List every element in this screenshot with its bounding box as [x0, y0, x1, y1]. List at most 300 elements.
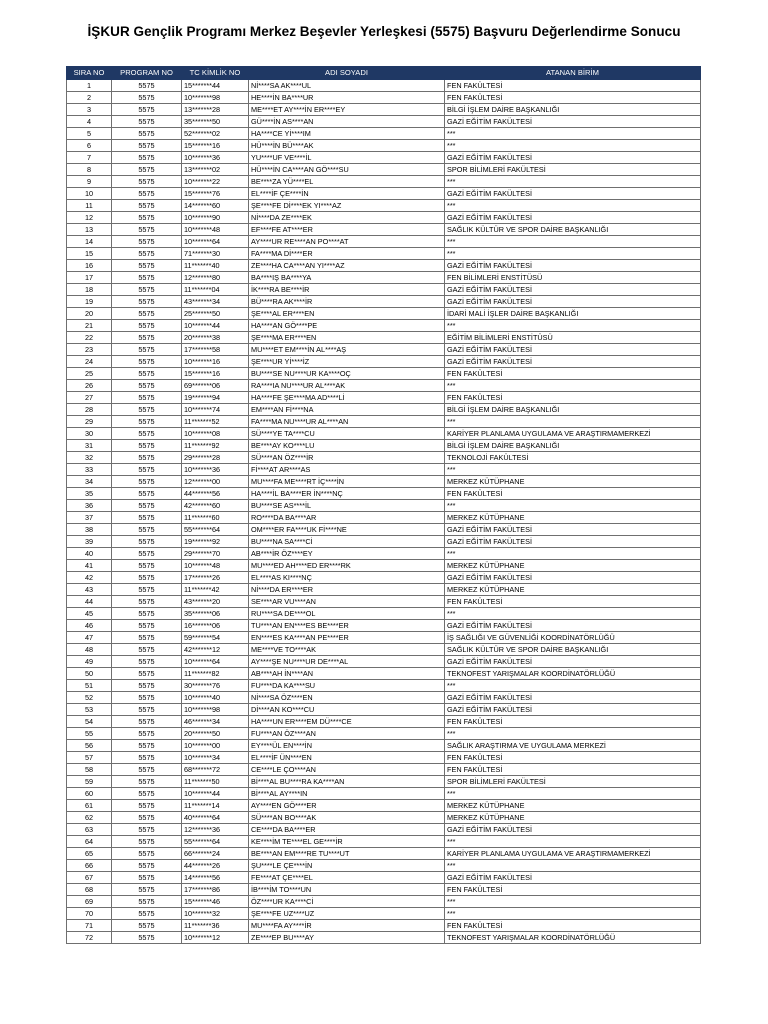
adi-soyadi-cell: TU****AN EN****ES BE****ER — [249, 620, 445, 632]
tc-kimlik-no-cell: 16*******06 — [182, 620, 249, 632]
tc-kimlik-no-cell: 15*******16 — [182, 140, 249, 152]
sira-no-cell: 28 — [67, 404, 112, 416]
adi-soyadi-cell: FE****AT ÇE****EL — [249, 872, 445, 884]
program-no-cell: 5575 — [112, 464, 182, 476]
program-no-cell: 5575 — [112, 548, 182, 560]
tc-kimlik-no-cell: 11*******60 — [182, 512, 249, 524]
table-row — [67, 248, 701, 260]
sira-no-cell: 44 — [67, 596, 112, 608]
tc-kimlik-no-cell: 46*******34 — [182, 716, 249, 728]
adi-soyadi-cell: HA****UN ER****EM DÜ****CE — [249, 716, 445, 728]
program-no-cell: 5575 — [112, 428, 182, 440]
tc-kimlik-no-cell: 10*******36 — [182, 152, 249, 164]
atanan-birim-cell: *** — [445, 680, 701, 692]
table-row — [67, 440, 701, 452]
tc-kimlik-no-cell: 17*******86 — [182, 884, 249, 896]
program-no-cell: 5575 — [112, 872, 182, 884]
sira-no-cell: 14 — [67, 236, 112, 248]
adi-soyadi-cell: RA****IA NU****UR AL****AK — [249, 380, 445, 392]
atanan-birim-cell: SPOR BİLİMLERİ FAKÜLTESİ — [445, 776, 701, 788]
program-no-cell: 5575 — [112, 116, 182, 128]
adi-soyadi-cell: MU****FA ME****RT İÇ****İN — [249, 476, 445, 488]
program-no-cell: 5575 — [112, 824, 182, 836]
sira-no-cell: 27 — [67, 392, 112, 404]
table-row — [67, 716, 701, 728]
table-row — [67, 632, 701, 644]
tc-kimlik-no-cell: 44*******56 — [182, 488, 249, 500]
sira-no-cell: 13 — [67, 224, 112, 236]
tc-kimlik-no-cell: 10*******48 — [182, 224, 249, 236]
adi-soyadi-cell: İK****RA BE****İR — [249, 284, 445, 296]
table-row — [67, 932, 701, 944]
atanan-birim-cell: GAZİ EĞİTİM FAKÜLTESİ — [445, 824, 701, 836]
tc-kimlik-no-cell: 55*******64 — [182, 836, 249, 848]
sira-no-cell: 50 — [67, 668, 112, 680]
tc-kimlik-no-cell: 10*******44 — [182, 320, 249, 332]
sira-no-cell: 68 — [67, 884, 112, 896]
table-row — [67, 680, 701, 692]
atanan-birim-cell: FEN FAKÜLTESİ — [445, 884, 701, 896]
adi-soyadi-cell: BE****AN EM****RE TU****UT — [249, 848, 445, 860]
table-row — [67, 452, 701, 464]
adi-soyadi-cell: CE****LE ÇO****AN — [249, 764, 445, 776]
table-row — [67, 908, 701, 920]
column-header-atanan-birim: ATANAN BİRİM — [445, 67, 701, 80]
sira-no-cell: 32 — [67, 452, 112, 464]
sira-no-cell: 36 — [67, 500, 112, 512]
sira-no-cell: 58 — [67, 764, 112, 776]
program-no-cell: 5575 — [112, 500, 182, 512]
table-row — [67, 104, 701, 116]
atanan-birim-cell: *** — [445, 836, 701, 848]
program-no-cell: 5575 — [112, 932, 182, 944]
atanan-birim-cell: GAZİ EĞİTİM FAKÜLTESİ — [445, 524, 701, 536]
table-row — [67, 872, 701, 884]
atanan-birim-cell: MERKEZ KÜTÜPHANE — [445, 800, 701, 812]
tc-kimlik-no-cell: 55*******64 — [182, 524, 249, 536]
program-no-cell: 5575 — [112, 560, 182, 572]
program-no-cell: 5575 — [112, 836, 182, 848]
tc-kimlik-no-cell: 17*******26 — [182, 572, 249, 584]
tc-kimlik-no-cell: 11*******52 — [182, 416, 249, 428]
adi-soyadi-cell: BU****NA SA****Cİ — [249, 536, 445, 548]
program-no-cell: 5575 — [112, 536, 182, 548]
program-no-cell: 5575 — [112, 476, 182, 488]
program-no-cell: 5575 — [112, 608, 182, 620]
atanan-birim-cell: *** — [445, 788, 701, 800]
tc-kimlik-no-cell: 15*******46 — [182, 896, 249, 908]
atanan-birim-cell: FEN FAKÜLTESİ — [445, 716, 701, 728]
tc-kimlik-no-cell: 10*******00 — [182, 740, 249, 752]
table-row — [67, 404, 701, 416]
atanan-birim-cell: FEN FAKÜLTESİ — [445, 392, 701, 404]
tc-kimlik-no-cell: 13*******02 — [182, 164, 249, 176]
table-row — [67, 896, 701, 908]
table-row — [67, 428, 701, 440]
table-row — [67, 692, 701, 704]
adi-soyadi-cell: CE****DA BA****ER — [249, 824, 445, 836]
program-no-cell: 5575 — [112, 452, 182, 464]
atanan-birim-cell: *** — [445, 248, 701, 260]
program-no-cell: 5575 — [112, 848, 182, 860]
sira-no-cell: 20 — [67, 308, 112, 320]
sira-no-cell: 5 — [67, 128, 112, 140]
sira-no-cell: 10 — [67, 188, 112, 200]
adi-soyadi-cell: ÖZ****UR KA****Cİ — [249, 896, 445, 908]
adi-soyadi-cell: AY****ŞE NU****UR DE****AL — [249, 656, 445, 668]
table-row — [67, 308, 701, 320]
tc-kimlik-no-cell: 20*******38 — [182, 332, 249, 344]
table-row — [67, 752, 701, 764]
tc-kimlik-no-cell: 25*******50 — [182, 308, 249, 320]
adi-soyadi-cell: HÜ****İN CA****AN GÖ****SU — [249, 164, 445, 176]
program-no-cell: 5575 — [112, 164, 182, 176]
atanan-birim-cell: *** — [445, 200, 701, 212]
adi-soyadi-cell: FU****AN ÖZ****AN — [249, 728, 445, 740]
tc-kimlik-no-cell: 11*******40 — [182, 260, 249, 272]
adi-soyadi-cell: Fİ****AT AR****AS — [249, 464, 445, 476]
tc-kimlik-no-cell: 59*******54 — [182, 632, 249, 644]
sira-no-cell: 64 — [67, 836, 112, 848]
sira-no-cell: 25 — [67, 368, 112, 380]
atanan-birim-cell: İŞ SAĞLIĞI VE GÜVENLİĞİ KOORDİNATÖRLÜĞÜ — [445, 632, 701, 644]
sira-no-cell: 37 — [67, 512, 112, 524]
sira-no-cell: 45 — [67, 608, 112, 620]
tc-kimlik-no-cell: 10*******08 — [182, 428, 249, 440]
adi-soyadi-cell: Nİ****SA ÖZ****EN — [249, 692, 445, 704]
table-row — [67, 140, 701, 152]
column-header-sira-no: SIRA NO — [67, 67, 112, 80]
program-no-cell: 5575 — [112, 416, 182, 428]
table-row — [67, 656, 701, 668]
program-no-cell: 5575 — [112, 596, 182, 608]
sira-no-cell: 66 — [67, 860, 112, 872]
table-row — [67, 860, 701, 872]
tc-kimlik-no-cell: 35*******06 — [182, 608, 249, 620]
table-row — [67, 176, 701, 188]
page-title: İŞKUR Gençlik Programı Merkez Beşevler Yerleşkesi (5575) Başvuru Değerlendirme Sonucu — [87, 24, 681, 39]
atanan-birim-cell: GAZİ EĞİTİM FAKÜLTESİ — [445, 536, 701, 548]
adi-soyadi-cell: ME****VE TO****AK — [249, 644, 445, 656]
atanan-birim-cell: GAZİ EĞİTİM FAKÜLTESİ — [445, 620, 701, 632]
adi-soyadi-cell: EL****İF ÇE****İN — [249, 188, 445, 200]
program-no-cell: 5575 — [112, 200, 182, 212]
atanan-birim-cell: *** — [445, 728, 701, 740]
tc-kimlik-no-cell: 10*******32 — [182, 908, 249, 920]
table-row — [67, 728, 701, 740]
sira-no-cell: 2 — [67, 92, 112, 104]
adi-soyadi-cell: KE****İM TE****EL GE****İR — [249, 836, 445, 848]
atanan-birim-cell: TEKNOFEST YARIŞMALAR KOORDİNATÖRLÜĞÜ — [445, 932, 701, 944]
program-no-cell: 5575 — [112, 152, 182, 164]
table-row — [67, 188, 701, 200]
table-row — [67, 476, 701, 488]
table-row — [67, 224, 701, 236]
atanan-birim-cell: *** — [445, 860, 701, 872]
table-row — [67, 116, 701, 128]
atanan-birim-cell: FEN FAKÜLTESİ — [445, 488, 701, 500]
adi-soyadi-cell: Bİ****AL AY****IN — [249, 788, 445, 800]
program-no-cell: 5575 — [112, 284, 182, 296]
adi-soyadi-cell: HE****İN BA****UR — [249, 92, 445, 104]
sira-no-cell: 26 — [67, 380, 112, 392]
tc-kimlik-no-cell: 10*******98 — [182, 92, 249, 104]
atanan-birim-cell: BİLGİ İŞLEM DAİRE BAŞKANLIĞI — [445, 104, 701, 116]
table-row — [67, 788, 701, 800]
table-row — [67, 800, 701, 812]
sira-no-cell: 39 — [67, 536, 112, 548]
atanan-birim-cell: FEN BİLİMLERİ ENSTİTÜSÜ — [445, 272, 701, 284]
table-row — [67, 200, 701, 212]
atanan-birim-cell: SAĞLIK ARAŞTIRMA VE UYGULAMA MERKEZİ — [445, 740, 701, 752]
adi-soyadi-cell: ŞE****FE UZ****UZ — [249, 908, 445, 920]
sira-no-cell: 11 — [67, 200, 112, 212]
adi-soyadi-cell: MU****FA AY****İR — [249, 920, 445, 932]
sira-no-cell: 53 — [67, 704, 112, 716]
sira-no-cell: 67 — [67, 872, 112, 884]
table-body — [67, 80, 701, 944]
program-no-cell: 5575 — [112, 800, 182, 812]
sira-no-cell: 16 — [67, 260, 112, 272]
tc-kimlik-no-cell: 11*******50 — [182, 776, 249, 788]
adi-soyadi-cell: ŞU****LE ÇE****İN — [249, 860, 445, 872]
atanan-birim-cell: MERKEZ KÜTÜPHANE — [445, 812, 701, 824]
program-no-cell: 5575 — [112, 704, 182, 716]
program-no-cell: 5575 — [112, 620, 182, 632]
tc-kimlik-no-cell: 10*******98 — [182, 704, 249, 716]
adi-soyadi-cell: BA****IŞ BA****YA — [249, 272, 445, 284]
atanan-birim-cell: *** — [445, 380, 701, 392]
adi-soyadi-cell: ŞE****MA ER****EN — [249, 332, 445, 344]
sira-no-cell: 42 — [67, 572, 112, 584]
program-no-cell: 5575 — [112, 908, 182, 920]
tc-kimlik-no-cell: 19*******94 — [182, 392, 249, 404]
adi-soyadi-cell: Nİ****DA ZE****EK — [249, 212, 445, 224]
tc-kimlik-no-cell: 10*******36 — [182, 464, 249, 476]
adi-soyadi-cell: Nİ****SA AK****UL — [249, 80, 445, 92]
atanan-birim-cell: *** — [445, 176, 701, 188]
program-no-cell: 5575 — [112, 728, 182, 740]
table-row — [67, 284, 701, 296]
program-no-cell: 5575 — [112, 272, 182, 284]
sira-no-cell: 3 — [67, 104, 112, 116]
sira-no-cell: 52 — [67, 692, 112, 704]
table-row — [67, 356, 701, 368]
program-no-cell: 5575 — [112, 692, 182, 704]
atanan-birim-cell: *** — [445, 896, 701, 908]
sira-no-cell: 69 — [67, 896, 112, 908]
table-row — [67, 488, 701, 500]
tc-kimlik-no-cell: 12*******00 — [182, 476, 249, 488]
atanan-birim-cell: GAZİ EĞİTİM FAKÜLTESİ — [445, 572, 701, 584]
adi-soyadi-cell: HA****FE ŞE****MA AD****Lİ — [249, 392, 445, 404]
sira-no-cell: 19 — [67, 296, 112, 308]
program-no-cell: 5575 — [112, 236, 182, 248]
program-no-cell: 5575 — [112, 896, 182, 908]
adi-soyadi-cell: FU****DA KA****SU — [249, 680, 445, 692]
sira-no-cell: 22 — [67, 332, 112, 344]
tc-kimlik-no-cell: 71*******30 — [182, 248, 249, 260]
atanan-birim-cell: TEKNOFEST YARIŞMALAR KOORDİNATÖRLÜĞÜ — [445, 668, 701, 680]
table-row — [67, 212, 701, 224]
adi-soyadi-cell: RU****SA DE****OL — [249, 608, 445, 620]
table-row — [67, 920, 701, 932]
results-table — [66, 66, 701, 944]
adi-soyadi-cell: SÜ****AN BO****AK — [249, 812, 445, 824]
atanan-birim-cell: *** — [445, 236, 701, 248]
table-row — [67, 884, 701, 896]
sira-no-cell: 51 — [67, 680, 112, 692]
adi-soyadi-cell: ŞE****UR Yİ****İZ — [249, 356, 445, 368]
atanan-birim-cell: *** — [445, 464, 701, 476]
tc-kimlik-no-cell: 40*******64 — [182, 812, 249, 824]
tc-kimlik-no-cell: 10*******90 — [182, 212, 249, 224]
column-header-program-no: PROGRAM NO — [112, 67, 182, 80]
sira-no-cell: 9 — [67, 176, 112, 188]
sira-no-cell: 4 — [67, 116, 112, 128]
tc-kimlik-no-cell: 43*******20 — [182, 596, 249, 608]
table-row — [67, 608, 701, 620]
sira-no-cell: 24 — [67, 356, 112, 368]
sira-no-cell: 41 — [67, 560, 112, 572]
adi-soyadi-cell: Nİ****DA ER****ER — [249, 584, 445, 596]
sira-no-cell: 72 — [67, 932, 112, 944]
program-no-cell: 5575 — [112, 296, 182, 308]
adi-soyadi-cell: BE****ZA YÜ****EL — [249, 176, 445, 188]
atanan-birim-cell: FEN FAKÜLTESİ — [445, 752, 701, 764]
sira-no-cell: 12 — [67, 212, 112, 224]
atanan-birim-cell: EĞİTİM BİLİMLERİ ENSTİTÜSÜ — [445, 332, 701, 344]
atanan-birim-cell: GAZİ EĞİTİM FAKÜLTESİ — [445, 284, 701, 296]
tc-kimlik-no-cell: 10*******16 — [182, 356, 249, 368]
adi-soyadi-cell: İB****İM TO****UN — [249, 884, 445, 896]
sira-no-cell: 71 — [67, 920, 112, 932]
atanan-birim-cell: İDARİ MALİ İŞLER DAİRE BAŞKANLIĞI — [445, 308, 701, 320]
table-row — [67, 296, 701, 308]
table-row — [67, 236, 701, 248]
tc-kimlik-no-cell: 11*******36 — [182, 920, 249, 932]
tc-kimlik-no-cell: 19*******92 — [182, 536, 249, 548]
atanan-birim-cell: FEN FAKÜLTESİ — [445, 92, 701, 104]
adi-soyadi-cell: MU****ET EM****İN AL****AŞ — [249, 344, 445, 356]
table-row — [67, 836, 701, 848]
table-row — [67, 620, 701, 632]
adi-soyadi-cell: AY****EN GÖ****ER — [249, 800, 445, 812]
sira-no-cell: 48 — [67, 644, 112, 656]
atanan-birim-cell: FEN FAKÜLTESİ — [445, 596, 701, 608]
sira-no-cell: 1 — [67, 80, 112, 92]
adi-soyadi-cell: Bİ****AL BU****RA KA****AN — [249, 776, 445, 788]
adi-soyadi-cell: FA****MA NU****UR AL****AN — [249, 416, 445, 428]
adi-soyadi-cell: ŞE****FE Dİ****EK YI****AZ — [249, 200, 445, 212]
sira-no-cell: 17 — [67, 272, 112, 284]
sira-no-cell: 8 — [67, 164, 112, 176]
program-no-cell: 5575 — [112, 392, 182, 404]
program-no-cell: 5575 — [112, 524, 182, 536]
tc-kimlik-no-cell: 12*******80 — [182, 272, 249, 284]
table-row — [67, 368, 701, 380]
sira-no-cell: 33 — [67, 464, 112, 476]
adi-soyadi-cell: OM****ER FA****UK Fİ****NE — [249, 524, 445, 536]
atanan-birim-cell: *** — [445, 500, 701, 512]
tc-kimlik-no-cell: 42*******12 — [182, 644, 249, 656]
sira-no-cell: 43 — [67, 584, 112, 596]
atanan-birim-cell: MERKEZ KÜTÜPHANE — [445, 560, 701, 572]
tc-kimlik-no-cell: 10*******40 — [182, 692, 249, 704]
tc-kimlik-no-cell: 17*******58 — [182, 344, 249, 356]
program-no-cell: 5575 — [112, 368, 182, 380]
sira-no-cell: 38 — [67, 524, 112, 536]
sira-no-cell: 18 — [67, 284, 112, 296]
program-no-cell: 5575 — [112, 176, 182, 188]
table-row — [67, 344, 701, 356]
program-no-cell: 5575 — [112, 356, 182, 368]
program-no-cell: 5575 — [112, 344, 182, 356]
tc-kimlik-no-cell: 66*******24 — [182, 848, 249, 860]
program-no-cell: 5575 — [112, 92, 182, 104]
program-no-cell: 5575 — [112, 584, 182, 596]
atanan-birim-cell: *** — [445, 608, 701, 620]
adi-soyadi-cell: BU****SE AS****İL — [249, 500, 445, 512]
column-header-adi-soyadi: ADI SOYADI — [249, 67, 445, 80]
program-no-cell: 5575 — [112, 656, 182, 668]
program-no-cell: 5575 — [112, 632, 182, 644]
atanan-birim-cell: FEN FAKÜLTESİ — [445, 920, 701, 932]
adi-soyadi-cell: ME****ET AY****İN ER****EY — [249, 104, 445, 116]
adi-soyadi-cell: SE****AR VU****AN — [249, 596, 445, 608]
tc-kimlik-no-cell: 11*******42 — [182, 584, 249, 596]
sira-no-cell: 15 — [67, 248, 112, 260]
sira-no-cell: 29 — [67, 416, 112, 428]
atanan-birim-cell: MERKEZ KÜTÜPHANE — [445, 584, 701, 596]
adi-soyadi-cell: EM****AN Fİ****NA — [249, 404, 445, 416]
program-no-cell: 5575 — [112, 188, 182, 200]
atanan-birim-cell: *** — [445, 320, 701, 332]
adi-soyadi-cell: SÜ****YE TA****CU — [249, 428, 445, 440]
atanan-birim-cell: GAZİ EĞİTİM FAKÜLTESİ — [445, 260, 701, 272]
table-row — [67, 740, 701, 752]
atanan-birim-cell: SAĞLIK KÜLTÜR VE SPOR DAİRE BAŞKANLIĞI — [445, 644, 701, 656]
table-row — [67, 524, 701, 536]
sira-no-cell: 63 — [67, 824, 112, 836]
atanan-birim-cell: GAZİ EĞİTİM FAKÜLTESİ — [445, 296, 701, 308]
program-no-cell: 5575 — [112, 80, 182, 92]
program-no-cell: 5575 — [112, 308, 182, 320]
adi-soyadi-cell: EF****FE AT****ER — [249, 224, 445, 236]
program-no-cell: 5575 — [112, 860, 182, 872]
table-row — [67, 320, 701, 332]
tc-kimlik-no-cell: 10*******22 — [182, 176, 249, 188]
tc-kimlik-no-cell: 15*******76 — [182, 188, 249, 200]
atanan-birim-cell: GAZİ EĞİTİM FAKÜLTESİ — [445, 116, 701, 128]
tc-kimlik-no-cell: 29*******28 — [182, 452, 249, 464]
sira-no-cell: 31 — [67, 440, 112, 452]
atanan-birim-cell: GAZİ EĞİTİM FAKÜLTESİ — [445, 188, 701, 200]
table-row — [67, 764, 701, 776]
atanan-birim-cell: GAZİ EĞİTİM FAKÜLTESİ — [445, 152, 701, 164]
adi-soyadi-cell: HA****CE Yİ****IM — [249, 128, 445, 140]
adi-soyadi-cell: ZE****EP BU****AY — [249, 932, 445, 944]
sira-no-cell: 30 — [67, 428, 112, 440]
atanan-birim-cell: *** — [445, 908, 701, 920]
atanan-birim-cell: BİLGİ İŞLEM DAİRE BAŞKANLIĞI — [445, 440, 701, 452]
table-row — [67, 536, 701, 548]
adi-soyadi-cell: FA****MA Dİ****ER — [249, 248, 445, 260]
program-no-cell: 5575 — [112, 668, 182, 680]
program-no-cell: 5575 — [112, 680, 182, 692]
table-row — [67, 92, 701, 104]
atanan-birim-cell: GAZİ EĞİTİM FAKÜLTESİ — [445, 692, 701, 704]
